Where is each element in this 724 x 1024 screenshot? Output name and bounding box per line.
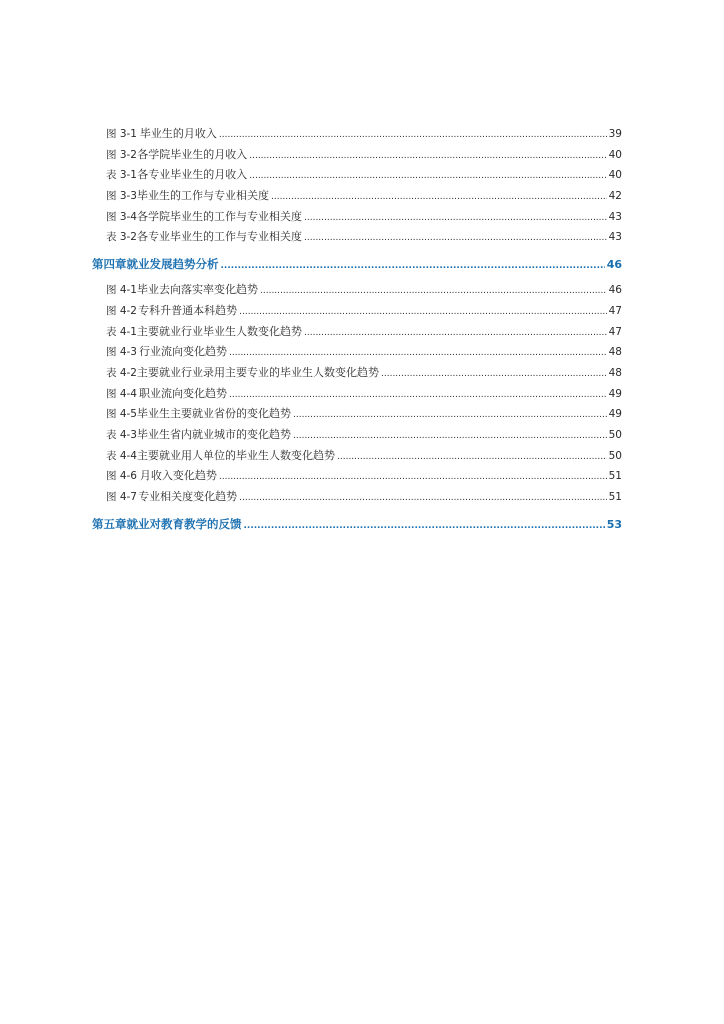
chapter-title: 就业发展趋势分析 bbox=[126, 257, 219, 272]
entry-title: 毕业生省内就业城市的变化趋势 bbox=[137, 427, 291, 441]
toc-entry[interactable] bbox=[92, 342, 622, 363]
entry-title: 毕业生主要就业省份的变化趋势 bbox=[137, 407, 291, 421]
chapter-page: 46 bbox=[606, 258, 622, 272]
entry-title: 各专业毕业生的月收入 bbox=[137, 168, 248, 182]
toc-entry[interactable] bbox=[92, 280, 622, 301]
toc-entry[interactable] bbox=[92, 124, 622, 145]
toc-entry[interactable] bbox=[92, 301, 622, 322]
entry-number: 图 3-3 bbox=[106, 190, 137, 203]
entry-page: 50 bbox=[608, 449, 622, 462]
entry-title: 专科升普通本科趋势 bbox=[138, 303, 238, 317]
entry-page: 40 bbox=[608, 148, 622, 161]
toc-entry[interactable] bbox=[92, 363, 622, 384]
entry-title: 毕业生的工作与专业相关度 bbox=[137, 189, 269, 203]
entry-number: 图 4-7 bbox=[106, 491, 137, 503]
entry-title: 各学院毕业生的月收入 bbox=[137, 147, 248, 161]
toc-entry[interactable] bbox=[92, 404, 622, 425]
entry-number: 表 4-4 bbox=[106, 449, 137, 462]
dot-leader bbox=[337, 447, 607, 468]
entry-number: 图 4-4 bbox=[106, 387, 137, 400]
entry-page: 51 bbox=[608, 491, 622, 503]
entry-page: 49 bbox=[608, 387, 622, 400]
dot-leader bbox=[219, 467, 607, 488]
dot-leader bbox=[304, 208, 607, 229]
toc-entry[interactable] bbox=[92, 145, 622, 166]
chapter-number: 第五章 bbox=[92, 516, 127, 531]
entry-page: 49 bbox=[608, 408, 622, 421]
dot-leader bbox=[221, 255, 605, 277]
entry-page: 43 bbox=[608, 231, 622, 244]
entry-number: 表 3-1 bbox=[106, 169, 137, 182]
dot-leader bbox=[229, 343, 607, 364]
entry-page: 48 bbox=[608, 366, 622, 379]
toc-entry[interactable] bbox=[92, 322, 622, 343]
entry-page: 51 bbox=[608, 470, 622, 483]
dot-leader bbox=[260, 281, 607, 302]
entry-page: 39 bbox=[608, 128, 622, 140]
entry-number: 图 4-5 bbox=[106, 408, 137, 421]
chapter-title: 就业对教育教学的反馈 bbox=[126, 516, 242, 531]
dot-leader bbox=[229, 385, 607, 406]
toc-entry[interactable] bbox=[92, 227, 622, 248]
chapter-number: 第四章 bbox=[92, 257, 127, 272]
dot-leader bbox=[271, 187, 607, 208]
toc-entry[interactable] bbox=[92, 466, 622, 487]
entry-title: 主要就业行业录用主要专业的毕业生人数变化趋势 bbox=[137, 365, 379, 379]
toc-entry[interactable] bbox=[92, 425, 622, 446]
entry-number: 图 3-4 bbox=[106, 210, 137, 223]
dot-leader bbox=[249, 166, 606, 187]
dot-leader bbox=[304, 228, 607, 249]
toc-entry[interactable] bbox=[92, 186, 622, 207]
entry-number: 图 4-2 bbox=[106, 304, 137, 317]
entry-page: 48 bbox=[608, 346, 622, 359]
entry-title: 毕业去向落实率变化趋势 bbox=[137, 283, 258, 297]
entry-title: 行业流向变化趋势 bbox=[139, 345, 227, 359]
entry-number: 图 4-6 bbox=[106, 470, 137, 483]
entry-title: 各学院毕业生的工作与专业相关度 bbox=[137, 209, 302, 223]
toc-entry[interactable] bbox=[92, 446, 622, 467]
dot-leader bbox=[239, 302, 607, 323]
toc-entry[interactable] bbox=[92, 487, 622, 508]
entry-number: 图 4-1 bbox=[106, 284, 137, 297]
entry-number: 表 3-2 bbox=[106, 231, 137, 244]
entry-page: 47 bbox=[608, 325, 622, 338]
entry-title: 各专业毕业生的工作与专业相关度 bbox=[137, 230, 302, 244]
dot-leader bbox=[293, 405, 607, 426]
dot-leader bbox=[239, 488, 607, 509]
dot-leader bbox=[244, 515, 605, 537]
entry-title: 主要就业行业毕业生人数变化趋势 bbox=[137, 324, 302, 338]
toc-chapter-5[interactable] bbox=[92, 513, 622, 535]
toc-entry[interactable] bbox=[92, 207, 622, 228]
entry-number: 图 3-1 bbox=[106, 128, 137, 140]
table-of-contents bbox=[92, 124, 622, 540]
entry-title: 月收入变化趋势 bbox=[139, 469, 217, 483]
entry-number: 表 4-3 bbox=[106, 428, 137, 441]
dot-leader bbox=[219, 125, 607, 146]
entry-number: 表 4-1 bbox=[106, 325, 137, 338]
entry-page: 47 bbox=[608, 304, 622, 317]
entry-page: 43 bbox=[608, 210, 622, 223]
dot-leader bbox=[304, 323, 607, 344]
dot-leader bbox=[381, 364, 607, 385]
toc-entry[interactable] bbox=[92, 165, 622, 186]
dot-leader bbox=[249, 146, 606, 167]
entry-page: 40 bbox=[608, 169, 622, 182]
entry-page: 42 bbox=[608, 190, 622, 203]
toc-entry[interactable] bbox=[92, 384, 622, 405]
entry-title: 主要就业用人单位的毕业生人数变化趋势 bbox=[137, 448, 335, 462]
entry-number: 图 3-2 bbox=[106, 148, 137, 161]
entry-page: 46 bbox=[608, 284, 622, 297]
toc-chapter-4[interactable] bbox=[92, 253, 622, 275]
entry-number: 表 4-2 bbox=[106, 366, 137, 379]
entry-title: 专业相关度变化趋势 bbox=[138, 490, 238, 503]
chapter-page: 53 bbox=[606, 517, 622, 531]
entry-number: 图 4-3 bbox=[106, 346, 137, 359]
entry-title: 职业流向变化趋势 bbox=[139, 386, 227, 400]
dot-leader bbox=[293, 426, 607, 447]
entry-title: 毕业生的月收入 bbox=[139, 127, 217, 140]
entry-page: 50 bbox=[608, 428, 622, 441]
